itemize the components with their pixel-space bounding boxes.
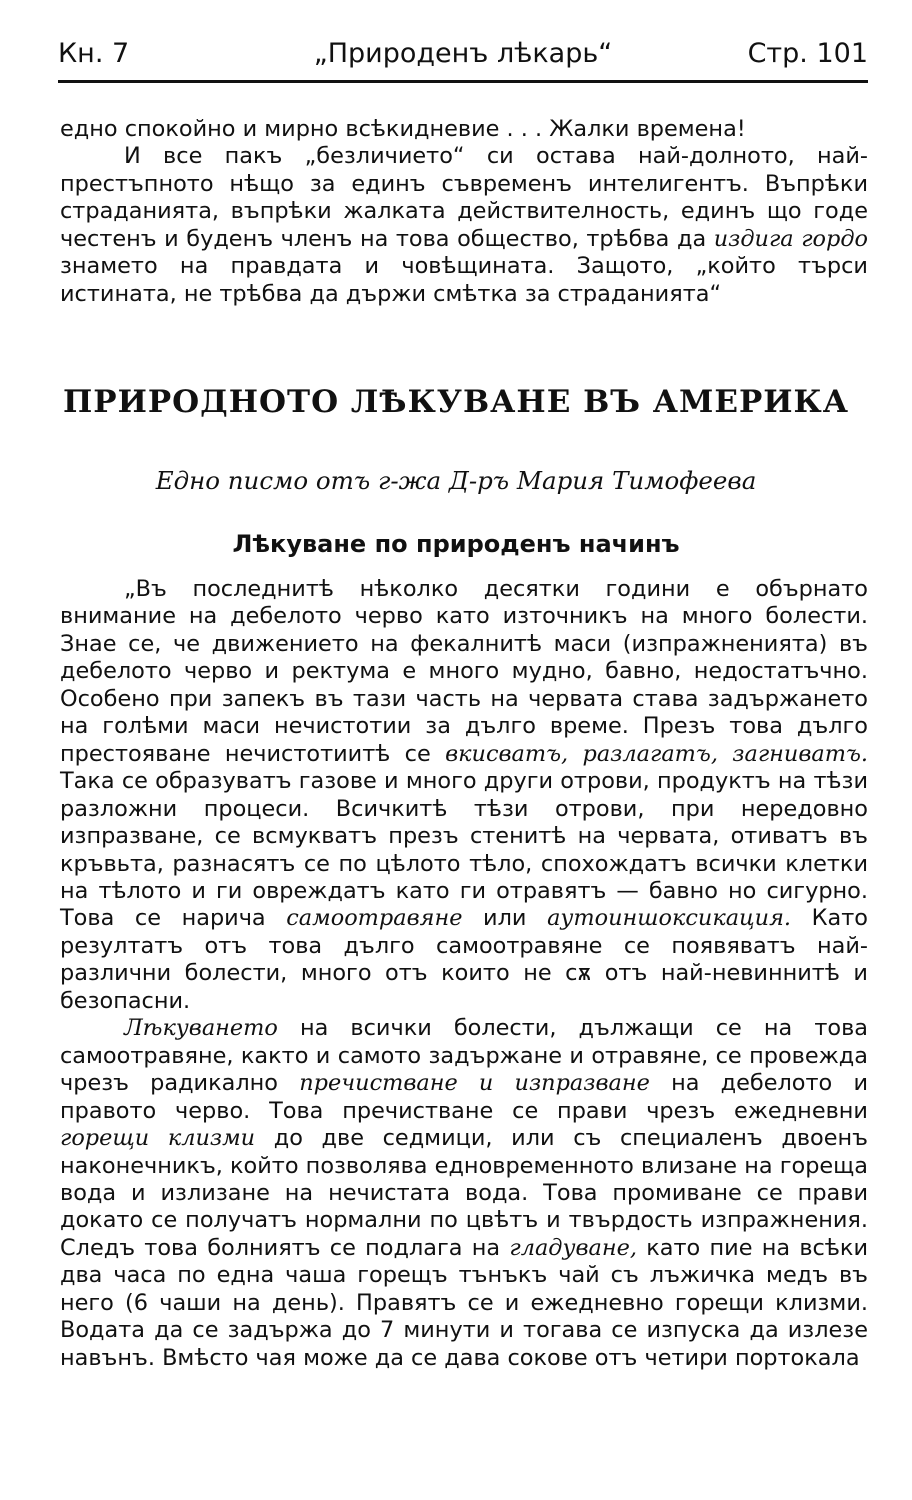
body-paragraph-1: „Въ последнитѣ нѣколко десятки години е обърнато внимание на дебелото черво като източникъ на много болести. Знае се, че движението на фекалнитѣ маси (изпражненията) въ дебелото черво и ректума е много мудно, бавно, недостатъчно. Особено при запекъ въ тази часть на червата става задържането на голѣми маси нечистотии за дълго време. Презъ това дълго престояване нечистотиитѣ се вкисватъ, разлагатъ, загниватъ. Така се образуватъ газове и много други отрови, продуктъ на тѣзи разложни процеси. Всичкитѣ тѣзи отрови, при нередовно изпразване, се всмукватъ презъ стенитѣ на червата, отиватъ въ кръвьта, разнасятъ се по цѣлото тѣло, спохождатъ всички клетки на тѣлото и ги овреждатъ като ги отравятъ — бавно но сигурно. Това се нарича самоотравяне или аутоиншоксикация. Като резултатъ отъ това дълго самоотравяне се появяватъ най-различни болести, много отъ които не сѫ отъ най-невиннитѣ и безопасни. bbox=[60, 576, 868, 1014]
article-subtitle: Едно писмо отъ г-жа Д-ръ Мария Тимофеева bbox=[155, 466, 757, 495]
intro-paragraph-2: И все пакъ „безличието“ си остава най-долното, най-престъпното нѣщо за единъ съвременъ интелигентъ. Въпрѣки страданията, въпрѣки жалката действителность, единъ що годе честенъ и буденъ членъ на това общество, трѣбва да издига гордо знамето на правдата и човѣщината. Защото, „който търси истината, не трѣбва да държи смѣтка за страданията“ bbox=[60, 143, 869, 307]
article-title: ПРИРОДНОТО ЛѢКУВАНЕ ВЪ АМЕРИКА bbox=[62, 384, 850, 420]
section-heading: Лѣкуване по природенъ начинъ bbox=[232, 530, 680, 558]
article-body bbox=[60, 576, 868, 1372]
body-paragraph-2: Лѣкуването на всички болести, дължащи се на това самоотравяне, както и самото задържане и отравяне, се провежда чрезъ радикално пречистване и изпразване на дебелото и правото черво. Това пречистване се прави чрезъ ежедневни горещи клизми до две седмици, или съ специаленъ двоенъ наконечникъ, който позволява едновременното влизане на гореща вода и излизане на нечистата вода. Това промиване се прави докато се получатъ нормални по цвѣтъ и твърдость изпражнения. Следъ това болниятъ се подлага на гладуване, като пие на всѣки два часа по една чаша горещъ тънъкъ чай съ лъжичка медъ въ него (6 чаши на день). Правятъ се и ежедневно горещи клизми. Водата да се задържа до 7 минути и тогава се изпуска да излезе навънъ. Вмѣсто чая може да се дава сокове отъ четири портокала bbox=[60, 1015, 869, 1371]
journal-title: „Природенъ лѣкарь“ bbox=[313, 38, 613, 69]
page-number: Стр. 101 bbox=[747, 38, 868, 69]
running-header bbox=[58, 38, 868, 82]
intro-text bbox=[60, 116, 868, 308]
volume-number: Кн. 7 bbox=[58, 38, 130, 69]
header-rule bbox=[58, 80, 868, 83]
intro-paragraph-1: едно спокойно и мирно всѣкидневие . . . Жалки времена! bbox=[60, 116, 746, 142]
